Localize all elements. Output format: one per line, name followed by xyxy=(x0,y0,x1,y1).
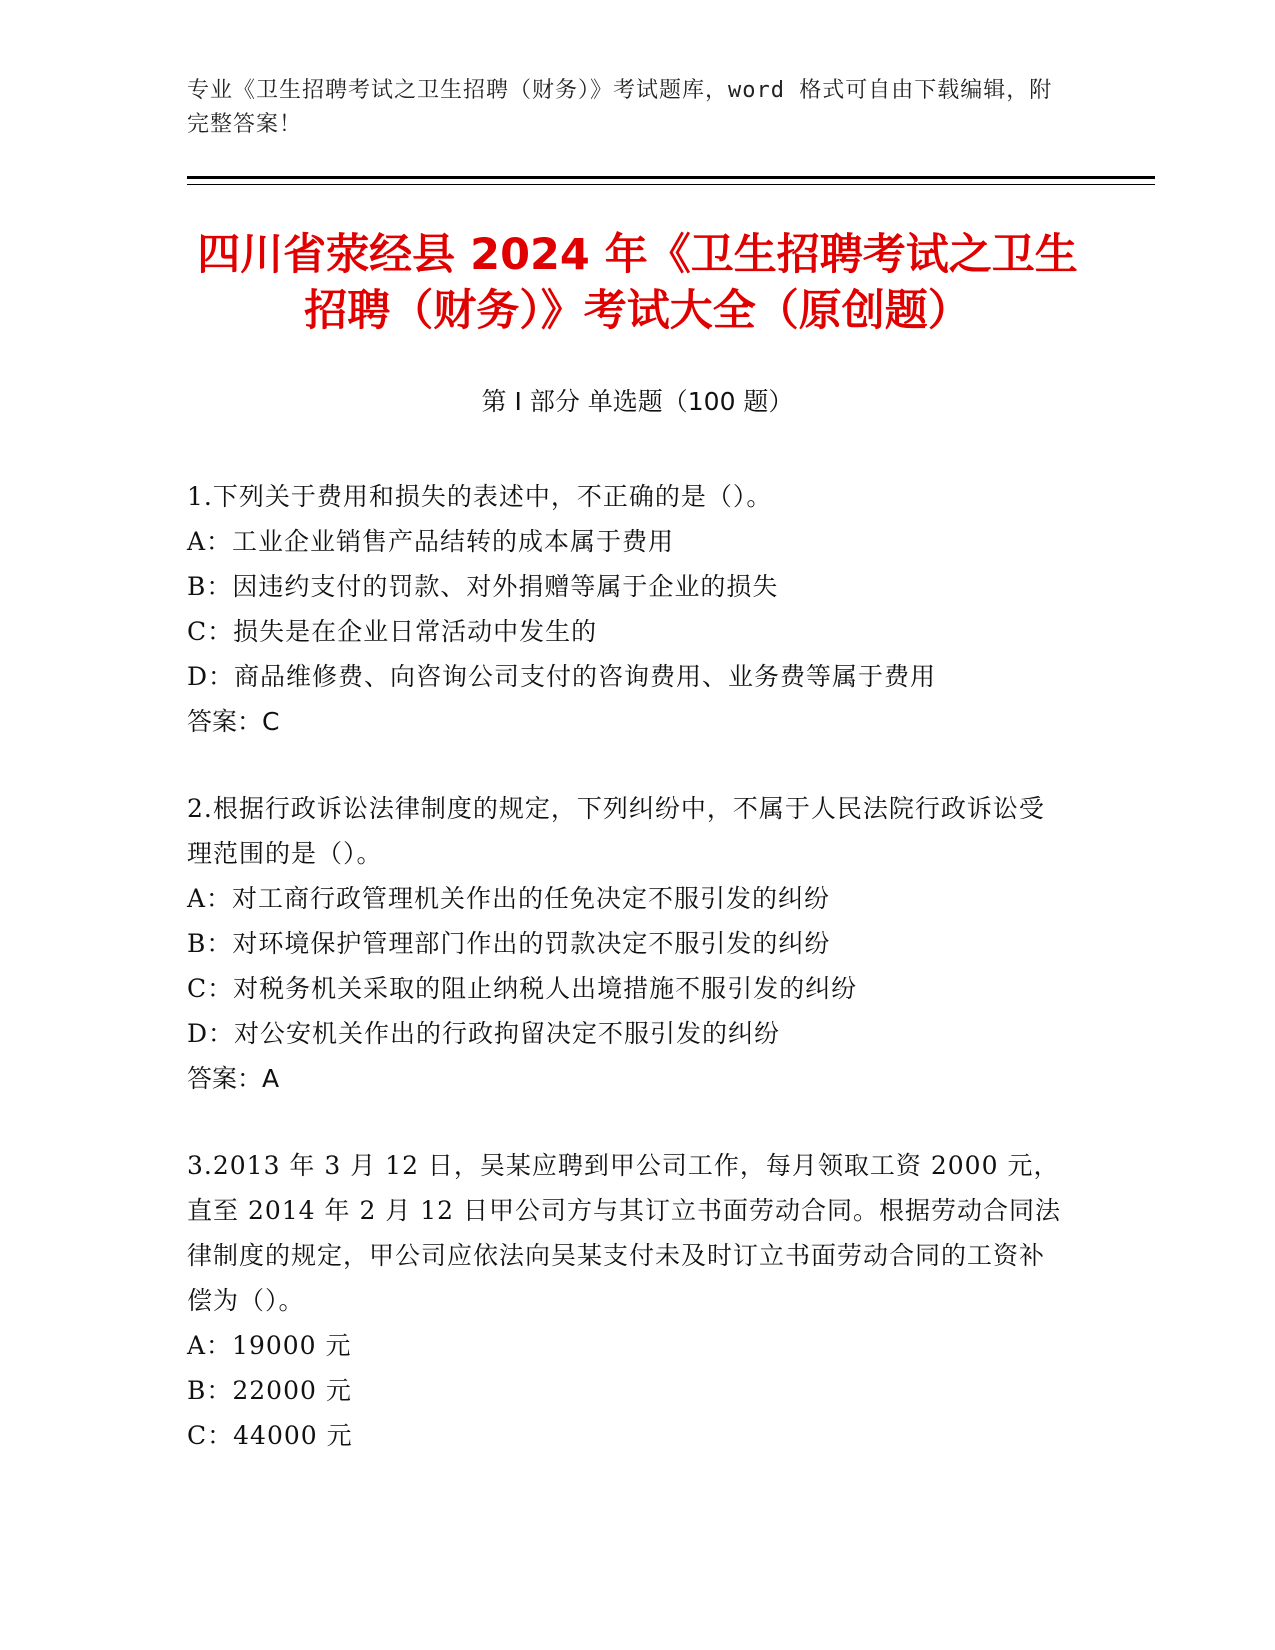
question-2 xyxy=(187,786,1067,1101)
option-b: B：22000 元 xyxy=(187,1376,352,1405)
option-c: C：损失是在企业日常活动中发生的 xyxy=(187,617,598,646)
question-1 xyxy=(187,474,1067,744)
option-d: D：商品维修费、向咨询公司支付的咨询费用、业务费等属于费用 xyxy=(187,662,937,691)
section-title: 第 I 部分 单选题（100 题） xyxy=(481,387,794,416)
option-a: A：对工商行政管理机关作出的任免决定不服引发的纠纷 xyxy=(187,884,831,913)
option-c: C：44000 元 xyxy=(187,1421,353,1450)
answer: 答案：A xyxy=(187,1064,280,1093)
question-stem: 1.下列关于费用和损失的表述中，不正确的是（）。 xyxy=(187,482,773,511)
question-3 xyxy=(187,1143,1067,1458)
option-a: A：19000 元 xyxy=(187,1331,352,1360)
option-a: A：工业企业销售产品结转的成本属于费用 xyxy=(187,527,675,556)
document-title-line-1: 四川省荥经县 2024 年《卫生招聘考试之卫生 xyxy=(197,230,1078,280)
document-title xyxy=(150,227,1125,339)
option-b: B：因违约支付的罚款、对外捐赠等属于企业的损失 xyxy=(187,572,779,601)
document-title-line-2: 招聘（财务）》考试大全（原创题） xyxy=(304,286,971,336)
answer: 答案：C xyxy=(187,707,280,736)
option-b: B：对环境保护管理部门作出的罚款决定不服引发的纠纷 xyxy=(187,929,831,958)
option-d: D：对公安机关作出的行政拘留决定不服引发的纠纷 xyxy=(187,1019,781,1048)
header-note: 专业《卫生招聘考试之卫生招聘（财务）》考试题库，word 格式可自由下载编辑，附完整答案！ xyxy=(187,78,1053,137)
question-stem: 2.根据行政诉讼法律制度的规定，下列纠纷中，不属于人民法院行政诉讼受理范围的是（）。 xyxy=(187,794,1045,868)
question-list xyxy=(187,474,1067,1500)
question-stem: 3.2013 年 3 月 12 日，吴某应聘到甲公司工作，每月领取工资 2000 元，直至 2014 年 2 月 12 日甲公司方与其订立书面劳动合同。根据劳动合同法律制度的规定，甲公司应依法向吴某支付未及时订立书面劳动合同的工资补偿为（）。 xyxy=(187,1151,1062,1315)
option-c: C：对税务机关采取的阻止纳税人出境措施不服引发的纠纷 xyxy=(187,974,858,1003)
header-rule-thin xyxy=(187,184,1155,185)
header-rule-thick xyxy=(187,176,1155,179)
